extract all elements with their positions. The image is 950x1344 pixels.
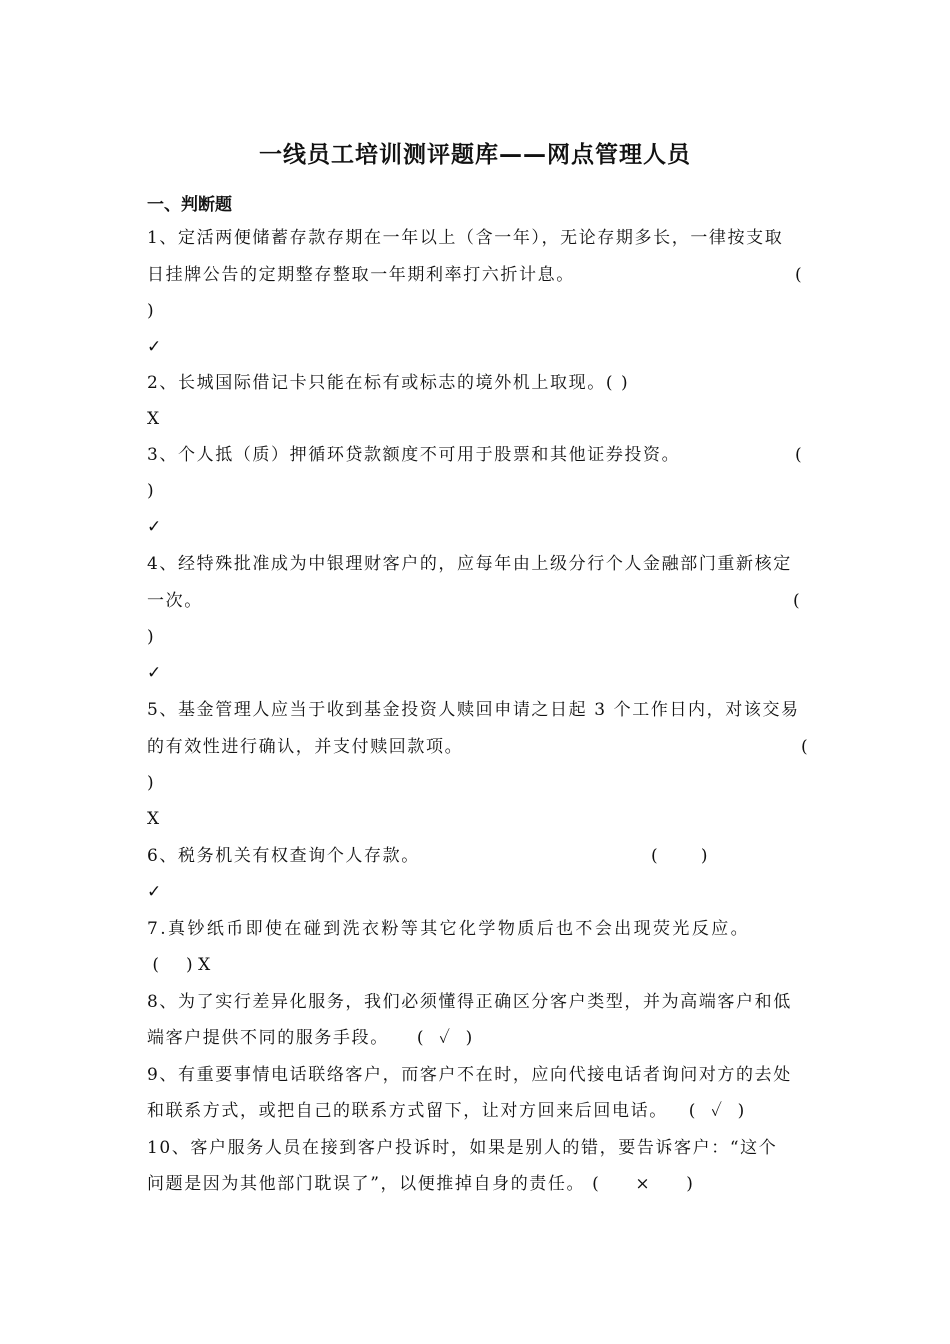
question-1-close-paren: ) (147, 301, 154, 321)
question-1-line-2: 日挂牌公告的定期整存整取一年期利率打六折计息。 (147, 265, 575, 285)
question-1-line-1: 1、定活两便储蓄存款存期在一年以上（含一年），无论存期多长，一律按支取 (147, 228, 784, 248)
section-heading: 一、判断题 (147, 195, 232, 215)
question-4-close-paren: ) (147, 627, 154, 647)
question-9-line-2: 和联系方式，或把自己的联系方式留下，让对方回来后回电话。 ( ✓ ) (147, 1101, 746, 1121)
question-8-line-1: 8、为了实行差异化服务，我们必须懂得正确区分客户类型，并为高端客户和低 (147, 992, 792, 1012)
question-4-line-1: 4、经特殊批准成为中银理财客户的，应每年由上级分行个人金融部门重新核定 (147, 554, 792, 574)
question-5-answer: X (147, 809, 160, 829)
question-5-line-2: 的有效性进行确认，并支付赎回款项。 (147, 737, 464, 757)
question-7-line-1: 7.真钞纸币即使在碰到洗衣粉等其它化学物质后也不会出现荧光反应。 (147, 919, 751, 939)
question-5-line-1: 5、基金管理人应当于收到基金投资人赎回申请之日起 3 个工作日内，对该交易 (147, 700, 800, 720)
question-4-line-2: 一次。 (147, 591, 203, 611)
question-6-blank: ( ) (651, 846, 708, 866)
question-8-line-2: 端客户提供不同的服务手段。 ( ✓ ) (147, 1028, 474, 1048)
question-9-line-1: 9、有重要事情电话联络客户，而客户不在时，应向代接电话者询问对方的去处 (147, 1065, 792, 1085)
question-2-line-1: 2、长城国际借记卡只能在标有或标志的境外机上取现。( ) (147, 373, 630, 393)
question-3-answer: ✓ (147, 517, 162, 537)
question-4-open-paren: ( (793, 591, 800, 611)
question-6-answer: ✓ (147, 882, 162, 902)
question-1-answer: ✓ (147, 337, 162, 357)
question-7-line-2: ( ) X (147, 955, 211, 975)
page-title: 一线员工培训测评题库——网点管理人员 (259, 142, 691, 168)
question-3-close-paren: ) (147, 481, 154, 501)
question-3-open-paren: ( (795, 445, 802, 465)
question-5-open-paren: ( (801, 737, 808, 757)
question-4-answer: ✓ (147, 663, 162, 683)
question-10-line-2: 问题是因为其他部门耽误了”，以便推掉自身的责任。 ( × ) (147, 1174, 695, 1194)
question-6-line-1: 6、税务机关有权查询个人存款。 (147, 846, 420, 866)
question-3-line-1: 3、个人抵（质）押循环贷款额度不可用于股票和其他证券投资。 (147, 445, 681, 465)
question-10-line-1: 10、客户服务人员在接到客户投诉时，如果是别人的错，要告诉客户：“这个 (147, 1138, 778, 1158)
question-2-answer: X (147, 409, 160, 429)
question-1-open-paren: ( (795, 265, 802, 285)
question-5-close-paren: ) (147, 773, 154, 793)
